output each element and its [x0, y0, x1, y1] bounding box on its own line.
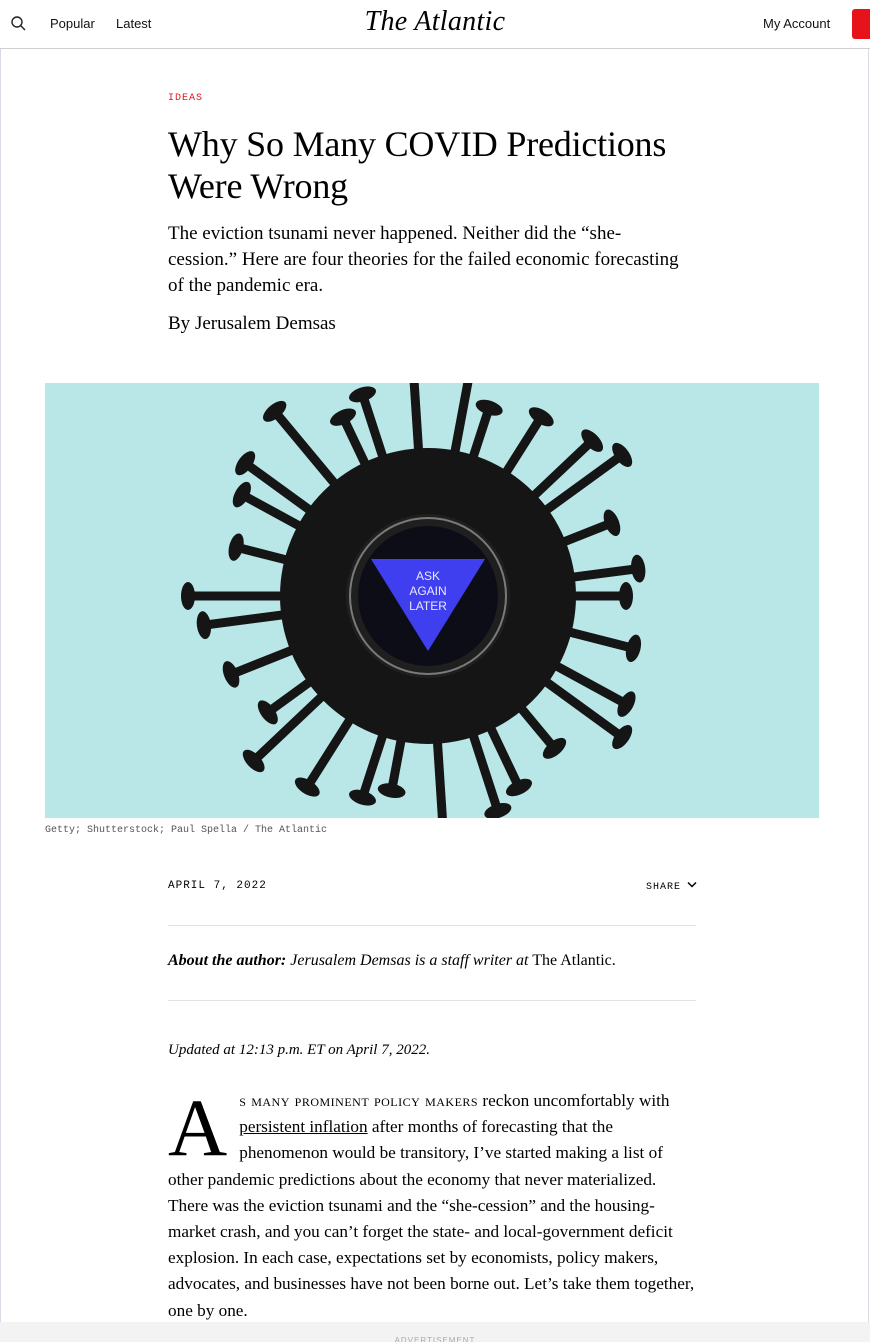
- hero-image: [45, 383, 819, 818]
- byline: [168, 313, 336, 335]
- site-logo[interactable]: The Atlantic: [364, 6, 506, 37]
- virus-spike-tip: [619, 582, 633, 610]
- divider: [168, 925, 696, 926]
- paragraph-text: after months of forecasting that the phenomenon would be transitory, I’ve started making a list of other pandemic predictions about the economy that never materialized. There was the eviction tsunami and the “she-cession” and the housing-market crash, and you can’t forget the state- and local-government deficit explosion. In each case, expectations set by economists, policy makers, advocates, and businesses have not been borne out. Let’s take them together, one by one.: [168, 1117, 695, 1320]
- author-link[interactable]: Jerusalem Demsas: [194, 313, 336, 334]
- divider: [168, 1000, 696, 1001]
- nav-popular[interactable]: Popular: [50, 16, 95, 31]
- lead-in: s many prominent policy makers: [239, 1091, 479, 1110]
- image-caption: Getty; Shutterstock; Paul Spella / The Atlantic: [45, 825, 328, 836]
- about-author: [168, 952, 616, 970]
- about-publication: The Atlantic.: [532, 952, 616, 969]
- chevron-down-icon: [687, 881, 697, 893]
- share-label: SHARE: [646, 881, 682, 893]
- paragraph-text: reckon uncomfortably with: [482, 1091, 670, 1110]
- inflation-link[interactable]: persistent inflation: [239, 1117, 368, 1137]
- publish-date: APRIL 7, 2022: [168, 880, 267, 892]
- article-title: Why So Many COVID Predictions Were Wrong: [168, 124, 667, 206]
- share-button[interactable]: [646, 881, 697, 893]
- section-label[interactable]: IDEAS: [168, 93, 204, 104]
- image-text-1: ASK: [415, 569, 441, 583]
- updated-timestamp: Updated at 12:13 p.m. ET on April 7, 2022.: [168, 1042, 430, 1058]
- advertisement-label: ADVERTISEMENT: [394, 1336, 476, 1342]
- frame-border-right: [868, 49, 869, 1342]
- my-account-link[interactable]: My Account: [763, 16, 831, 31]
- image-text-3: LATER: [409, 599, 447, 613]
- about-label: About the author:: [168, 952, 287, 969]
- article-body: [168, 1082, 696, 1324]
- byline-prefix: By: [168, 313, 191, 334]
- article-dek: The eviction tsunami never happened. Neither did the “she-cession.” Here are four theories for the failed economic forecasting of the pandemic era.: [168, 223, 679, 296]
- subscribe-button[interactable]: [852, 9, 870, 39]
- drop-cap: A: [168, 1082, 228, 1173]
- virus-spike-tip: [181, 582, 195, 610]
- virus-spike: [413, 383, 419, 456]
- nav-latest[interactable]: Latest: [116, 16, 152, 31]
- image-text-2: AGAIN: [409, 584, 447, 598]
- about-text: Jerusalem Demsas is a staff writer at: [290, 952, 529, 969]
- frame-border-left: [0, 49, 1, 1342]
- site-header: [0, 0, 870, 49]
